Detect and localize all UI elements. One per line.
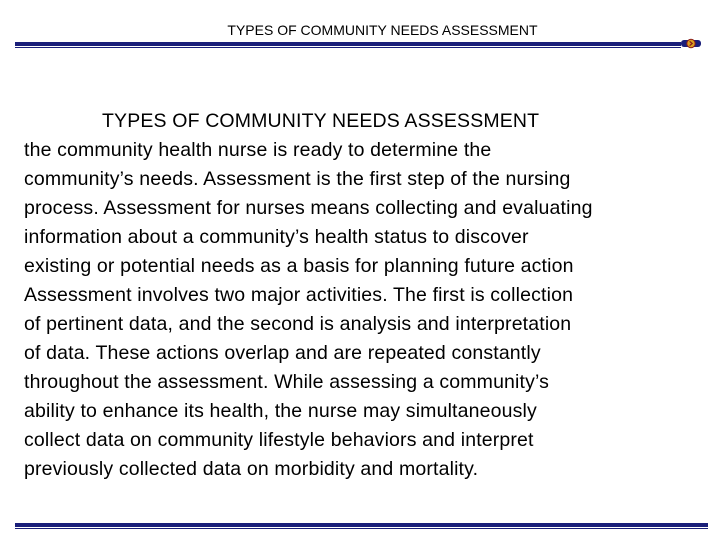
header-rule-thin	[15, 47, 681, 48]
body-line: of data. These actions overlap and are repeated constantly	[24, 342, 541, 364]
body-line: ability to enhance its health, the nurse may simultaneously	[24, 400, 537, 422]
body-line: existing or potential needs as a basis for planning future action	[24, 255, 574, 277]
body-line: the community health nurse is ready to determine the	[24, 139, 492, 161]
body-line: collect data on community lifestyle behaviors and interpret	[24, 429, 534, 451]
body-line: of pertinent data, and the second is analysis and interpretation	[24, 313, 572, 335]
body-line: process. Assessment for nurses means collecting and evaluating	[24, 197, 593, 219]
header-title: TYPES OF COMMUNITY NEEDS ASSESSMENT	[227, 22, 538, 38]
footer-rule	[15, 523, 708, 527]
body-line: community’s needs. Assessment is the first step of the nursing	[24, 168, 571, 190]
body-line: Assessment involves two major activities. The first is collection	[24, 284, 574, 306]
body-text	[24, 107, 718, 484]
body-line: throughout the assessment. While assessing a community’s	[24, 371, 550, 393]
body-line: information about a community’s health status to discover	[24, 226, 529, 248]
header-rule	[15, 42, 681, 46]
body-heading: TYPES OF COMMUNITY NEEDS ASSESSMENT	[102, 110, 540, 132]
footer-rule-thin	[15, 528, 708, 529]
body-line: previously collected data on morbidity and mortality.	[24, 458, 479, 480]
arrow-circle-icon	[681, 38, 701, 49]
